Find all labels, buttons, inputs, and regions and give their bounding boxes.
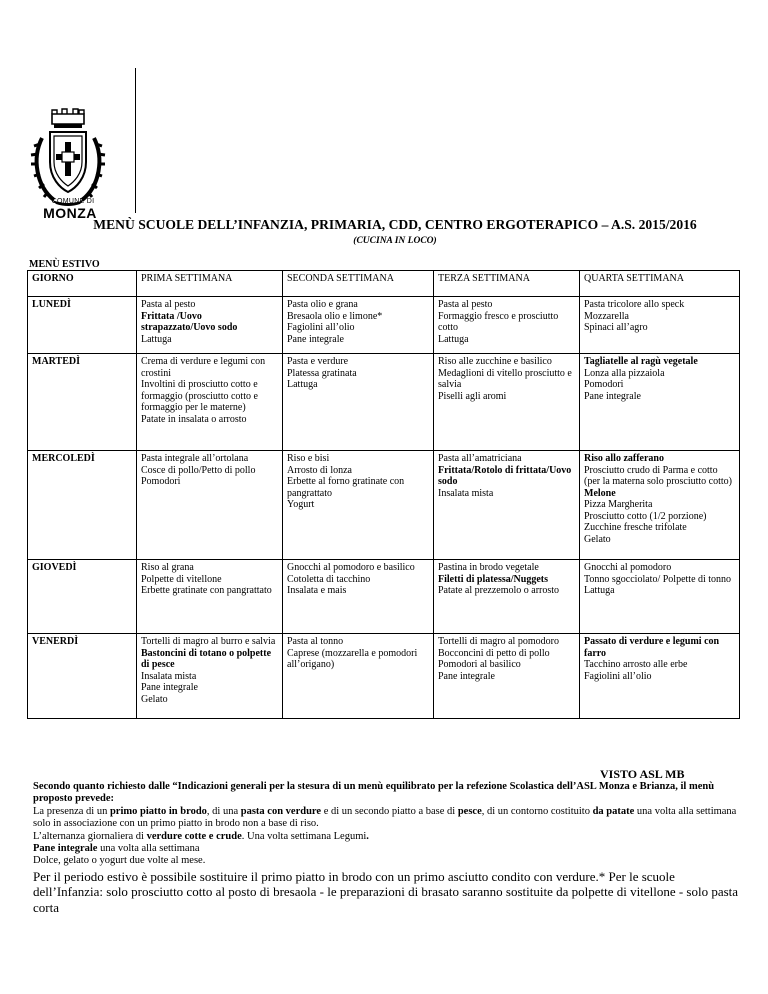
page-title: MENÙ SCUOLE DELL’INFANZIA, PRIMARIA, CDD, CENTRO ERGOTERAPICO – A.S. 2015/2016: [93, 217, 697, 232]
dish-item: Mozzarella: [584, 310, 629, 322]
dish-item: Fagiolini all’olio: [287, 322, 355, 333]
dish-item: Pasta al pesto: [141, 299, 196, 310]
dish-item: Insalata mista: [438, 487, 494, 499]
notes-text-segment: da patate: [592, 805, 635, 817]
dish-item: Pane integrale: [438, 670, 495, 682]
dish-item: Riso allo zafferano: [584, 453, 664, 464]
dish-item: Pane integrale: [141, 682, 198, 693]
dish-item: Lattuga: [438, 333, 469, 345]
menu-cell: [434, 634, 580, 719]
dish-item: Pasta integrale all’ortolana: [141, 453, 249, 464]
day-cell: GIOVEDÌ: [28, 560, 137, 634]
notes-text-segment: primo piatto in brodo: [109, 805, 207, 817]
dish-item: Pasta e verdure: [287, 356, 349, 367]
footer-notes: [33, 781, 739, 915]
dish-item: Frittata/Rotolo di frittata/Uovo sodo: [438, 464, 572, 487]
dish-item: Gelato: [141, 693, 168, 705]
dish-item: Spinaci all’agro: [584, 322, 648, 333]
dish-item: Pasta all’amatriciana: [438, 453, 522, 464]
notes-line: [33, 843, 739, 855]
dish-item: Prosciutto cotto (1/2 porzione): [584, 510, 707, 522]
day-cell: VENERDÌ: [28, 634, 137, 719]
notes-text-segment: verdure cotte e crude: [146, 830, 242, 842]
dish-item: Lattuga: [141, 333, 172, 345]
dish-item: Piselli agli aromi: [438, 390, 507, 402]
menu-cell: [137, 560, 283, 634]
dish-item: Yogurt: [287, 499, 315, 510]
menu-cell: [580, 354, 740, 451]
menu-cell: [580, 297, 740, 354]
header-cell: PRIMA SETTIMANA: [137, 271, 283, 297]
dish-item: Filetti di platessa/Nuggets: [438, 573, 548, 585]
page-subtitle: (CUCINA IN LOCO): [353, 236, 437, 246]
notes-text-segment: e di un secondo piatto a base di: [321, 805, 458, 817]
dish-item: Lattuga: [287, 379, 318, 390]
dish-item: Riso e bisi: [287, 453, 330, 464]
dish-item: Lonza alla pizzaiola: [584, 367, 665, 379]
header-cell: QUARTA SETTIMANA: [580, 271, 740, 297]
table-header-row: [28, 271, 740, 297]
table-row: [28, 634, 740, 719]
notes-text-segment: L’alternanza giornaliera di: [33, 830, 147, 842]
dish-item: Polpette di vitellone: [141, 573, 222, 585]
menu-cell: [283, 560, 434, 634]
day-cell: MERCOLEDÌ: [28, 451, 137, 560]
menu-cell: [434, 354, 580, 451]
dish-item: Erbette gratinate con pangrattato: [141, 585, 272, 596]
dish-item: Pane integrale: [287, 333, 344, 345]
dish-item: Tortelli di magro al pomodoro: [438, 636, 559, 647]
dish-item: Pomodori: [141, 476, 181, 487]
menu-cell: [434, 560, 580, 634]
menu-cell: [434, 297, 580, 354]
notes-text-segment: una volta alla settimana solo in associazione con un primo piatto in brodo non a base di riso.: [33, 805, 737, 830]
menu-cell: [137, 451, 283, 560]
dish-item: Gnocchi al pomodoro: [584, 562, 672, 573]
day-cell: LUNEDÌ: [28, 297, 137, 354]
dish-item: Pastina in brodo vegetale: [438, 562, 539, 573]
dish-item: Patate al prezzemolo o arrosto: [438, 585, 560, 596]
dish-item: Arrosto di lonza: [287, 464, 352, 476]
header-cell: SECONDA SETTIMANA: [283, 271, 434, 297]
notes-text-segment: , di una: [206, 805, 241, 817]
dish-item: Riso alle zucchine e basilico: [438, 356, 552, 367]
menu-cell: [283, 451, 434, 560]
notes-text-segment: una volta alla settimana: [97, 843, 200, 855]
dish-item: Pomodori al basilico: [438, 659, 521, 670]
dish-item: Bocconcini di petto di pollo: [438, 647, 550, 659]
notes-text-segment: .: [366, 830, 369, 842]
dish-item: Cosce di pollo/Petto di pollo: [141, 464, 256, 476]
dish-item: Passato di verdure e legumi con farro: [584, 636, 720, 659]
menu-cell: [137, 354, 283, 451]
dish-item: Pasta al pesto: [438, 299, 493, 310]
dish-item: Tagliatelle al ragù vegetale: [584, 356, 698, 367]
dish-item: Insalata mista: [141, 670, 197, 682]
notes-line: [33, 806, 739, 831]
dish-item: Prosciutto crudo di Parma e cotto (per la materna solo prosciutto cotto) Melone: [584, 464, 733, 499]
dish-item: Bastoncini di totano o polpette di pesce: [141, 647, 272, 670]
dish-item: Riso al grana: [141, 562, 194, 573]
dish-item: Fagiolini all’olio: [584, 670, 652, 682]
dish-item: Insalata e mais: [287, 585, 347, 596]
table-row: [28, 354, 740, 451]
table-row: [28, 451, 740, 560]
dish-item: Pasta olio e grana: [287, 299, 358, 310]
menu-cell: [137, 297, 283, 354]
notes-text-segment: La presenza di un: [33, 805, 110, 817]
header-cell: TERZA SETTIMANA: [434, 271, 580, 297]
menu-cell: [283, 354, 434, 451]
dish-item: Pasta al tonno: [287, 636, 344, 647]
visto-asl-label: VISTO ASL MB: [600, 767, 685, 781]
dish-item: Bresaola olio e limone*: [287, 310, 383, 322]
menu-cell: [283, 297, 434, 354]
dish-item: Gelato: [584, 533, 611, 545]
header-cell: GIORNO: [28, 271, 137, 297]
dish-item: Platessa gratinata: [287, 367, 357, 379]
dish-item: Crema di verdure e legumi con crostini: [141, 356, 266, 379]
logo-divider: [135, 68, 136, 213]
menu-cell: [283, 634, 434, 719]
dish-item: Tonno sgocciolato/ Polpette di tonno: [584, 573, 732, 585]
menu-cell: [580, 451, 740, 560]
dish-item: Zucchine fresche trifolate: [584, 522, 687, 533]
dish-item: Pizza Margherita: [584, 499, 653, 510]
dish-item: Formaggio fresco e prosciutto cotto: [438, 310, 559, 333]
dish-item: Pasta tricolore allo speck: [584, 299, 685, 310]
notes-text-segment: , di un contorno costituito: [481, 805, 593, 817]
dish-item: Pane integrale: [584, 390, 641, 402]
notes-text-segment: Pane integrale: [33, 843, 98, 855]
dish-item: Erbette al forno gratinate con pangrattato: [287, 476, 405, 499]
notes-line: [33, 831, 739, 843]
menu-cell: [580, 634, 740, 719]
dish-item: Cotoletta di tacchino: [287, 573, 371, 585]
logo-comune-text: COMUNE DI: [51, 198, 95, 205]
dish-item: Pomodori: [584, 379, 624, 390]
dish-item-bold: Melone: [584, 487, 616, 499]
notes-text-segment: pesce: [457, 805, 482, 817]
dish-item: Caprese (mozzarella e pomodori all’origano): [287, 647, 418, 670]
dish-item: Tacchino arrosto alle erbe: [584, 659, 688, 670]
dish-item: Frittata /Uovo strapazzato/Uovo sodo: [141, 310, 238, 333]
day-cell: MARTEDÌ: [28, 354, 137, 451]
menu-label: MENÙ ESTIVO: [29, 259, 100, 270]
menu-cell: [580, 560, 740, 634]
notes-intro: Secondo quanto richiesto dalle “Indicazioni generali per la stesura di un menù equilibrato per la refezione Scolastica dell’ASL Monza e Brianza, il menù proposto prevede:: [33, 781, 715, 805]
menu-table: [27, 270, 740, 719]
dish-item: Patate in insalata o arrosto: [141, 413, 247, 425]
notes-line: Dolce, gelato o yogurt due volte al mese.: [33, 855, 206, 867]
notes-text-segment: pasta con verdure: [240, 805, 322, 817]
dish-item: Tortelli di magro al burro e salvia: [141, 636, 276, 647]
table-row: [28, 560, 740, 634]
dish-item: Gnocchi al pomodoro e basilico: [287, 562, 415, 573]
notes-summer-note: Per il periodo estivo è possibile sostituire il primo piatto in brodo con un primo asciutto condito con verdure.* Per le scuole dell’Infanzia: solo prosciutto cotto al posto di bresaola - le preparazioni di brasato saranno sostituite da polpette di vitellone - solo pasta corta: [33, 868, 739, 915]
dish-item: Involtini di prosciutto cotto e formaggio (prosciutto cotto e formaggio per le materne): [141, 379, 258, 413]
menu-cell: [434, 451, 580, 560]
logo-city-text: MONZA: [43, 205, 97, 221]
dish-item: Lattuga: [584, 585, 615, 596]
menu-cell: [137, 634, 283, 719]
table-row: [28, 297, 740, 354]
dish-item: Medaglioni di vitello prosciutto e salvia: [438, 367, 572, 390]
notes-text-segment: . Una volta settimana Legumi: [241, 830, 367, 842]
